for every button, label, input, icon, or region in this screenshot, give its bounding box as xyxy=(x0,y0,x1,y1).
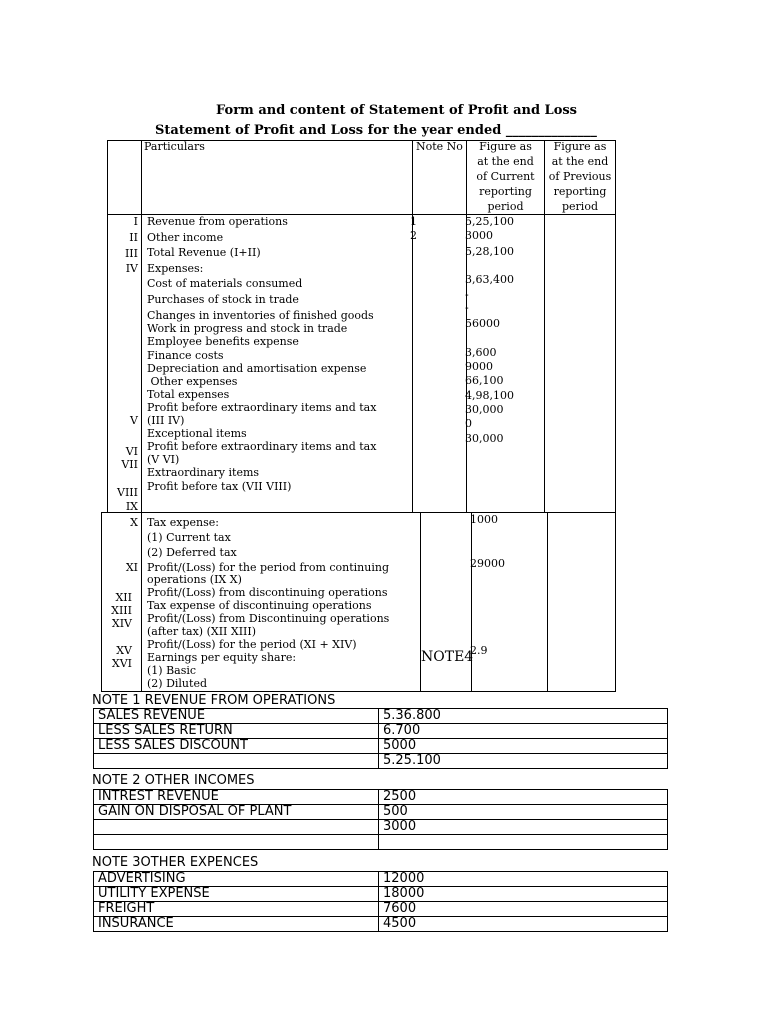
note-ref: 2 xyxy=(410,229,417,242)
table-row xyxy=(94,805,668,820)
amount: 4,98,100 xyxy=(465,389,514,402)
amount: 3,600 xyxy=(465,346,497,359)
note-value: 6.700 xyxy=(379,724,668,739)
roman-numeral: II xyxy=(129,231,138,244)
particular-line: Expenses: xyxy=(147,262,204,275)
table-row xyxy=(94,917,668,932)
note-ref: NOTE4 xyxy=(421,649,474,665)
note-value: 5.25.100 xyxy=(379,754,668,769)
particular-line: (2) Diluted xyxy=(147,677,207,690)
particular-line: Cost of materials consumed xyxy=(147,277,303,290)
roman-numeral: V xyxy=(130,414,138,427)
particular-line: Other expenses xyxy=(147,375,238,388)
particular-line: Total expenses xyxy=(147,388,230,401)
note-value: 5.36.800 xyxy=(379,709,668,724)
note-value xyxy=(379,835,668,850)
roman-numeral: X xyxy=(130,516,138,529)
table-row xyxy=(94,887,668,902)
note-label: FREIGHT xyxy=(94,902,379,917)
note-label: GAIN ON DISPOSAL OF PLANT xyxy=(94,805,379,820)
particular-line: (V VI) xyxy=(147,453,180,466)
roman-numeral: VIII xyxy=(117,486,138,499)
amount: 2.9 xyxy=(470,644,488,657)
roman-numeral: XI xyxy=(125,561,138,574)
amount: 3000 xyxy=(465,229,493,242)
particular-line: Tax expense: xyxy=(147,516,219,529)
roman-numeral: XIII xyxy=(111,604,132,617)
amount: 29000 xyxy=(470,557,505,570)
note-label: ADVERTISING xyxy=(94,872,379,887)
note-value: 5000 xyxy=(379,739,668,754)
amount: 56000 xyxy=(465,317,500,330)
note1-title: NOTE 1 REVENUE FROM OPERATIONS xyxy=(92,693,336,708)
amount: 0 xyxy=(465,417,472,430)
particular-line: operations (IX X) xyxy=(147,573,242,586)
amount: 5,25,100 xyxy=(465,215,514,228)
particular-line: Profit before extraordinary items and tax xyxy=(147,401,377,414)
roman-numeral: III xyxy=(124,247,138,260)
note-value: 18000 xyxy=(379,887,668,902)
note-label: SALES REVENUE xyxy=(94,709,379,724)
particular-line: Profit/(Loss) from discontinuing operations xyxy=(147,586,388,599)
table-row xyxy=(94,872,668,887)
note-label: UTILITY EXPENSE xyxy=(94,887,379,902)
roman-numeral: XV xyxy=(116,644,132,657)
particular-line: Profit before extraordinary items and tax xyxy=(147,440,377,453)
note-value: 12000 xyxy=(379,872,668,887)
note-label: INTREST REVENUE xyxy=(94,790,379,805)
roman-numeral: VI xyxy=(125,445,138,458)
roman-numeral: IV xyxy=(125,262,138,275)
amount: 66,100 xyxy=(465,374,504,387)
note-value: 7600 xyxy=(379,902,668,917)
note1-table xyxy=(93,708,668,769)
particular-line: Total Revenue (I+II) xyxy=(147,246,261,259)
particular-line: Profit before tax (VII VIII) xyxy=(147,480,292,493)
particular-line: (1) Current tax xyxy=(147,531,231,544)
note-value: 3000 xyxy=(379,820,668,835)
amount: 1000 xyxy=(470,513,498,526)
note-label: INSURANCE xyxy=(94,917,379,932)
particular-line: Finance costs xyxy=(147,349,224,362)
note-ref: 1 xyxy=(410,215,417,228)
roman-numeral: VII xyxy=(121,458,138,471)
particular-line: Changes in inventories of finished goods xyxy=(147,309,374,322)
note-label: LESS SALES RETURN xyxy=(94,724,379,739)
statement-heading: Statement of Profit and Loss for the year ended ______________ xyxy=(155,123,597,138)
note3-title: NOTE 3OTHER EXPENCES xyxy=(92,855,259,870)
particular-line: Purchases of stock in trade xyxy=(147,293,299,306)
amount: 9000 xyxy=(465,360,493,373)
amount: 3,63,400 xyxy=(465,273,514,286)
page-title: Form and content of Statement of Profit and Loss xyxy=(216,103,578,118)
particular-line: Other income xyxy=(147,231,224,244)
amount: - xyxy=(465,301,469,314)
note-no-header: Note No xyxy=(416,140,463,153)
note-label: LESS SALES DISCOUNT xyxy=(94,739,379,754)
note3-table xyxy=(93,871,668,932)
particular-line: Earnings per equity share: xyxy=(147,651,297,664)
note-value: 2500 xyxy=(379,790,668,805)
note-label xyxy=(94,820,379,835)
particulars-header: Particulars xyxy=(144,140,205,153)
roman-numeral: IX xyxy=(125,500,138,513)
roman-numeral: I xyxy=(133,215,138,228)
particular-line: (III IV) xyxy=(147,414,185,427)
table-row xyxy=(94,709,668,724)
particular-line: Employee benefits expense xyxy=(147,335,299,348)
table-row xyxy=(94,739,668,754)
particular-line: (after tax) (XII XIII) xyxy=(147,625,257,638)
particular-line: (2) Deferred tax xyxy=(147,546,237,559)
roman-numeral: XVI xyxy=(111,657,132,670)
note2-table xyxy=(93,789,668,850)
particular-line: Extraordinary items xyxy=(147,466,260,479)
previous-period-header: Figure as at the end of Previous reporting period xyxy=(548,140,612,213)
particular-line: (1) Basic xyxy=(147,664,197,677)
note-value: 4500 xyxy=(379,917,668,932)
table-row xyxy=(94,754,668,769)
particular-line: Profit/(Loss) for the period from continuing xyxy=(147,561,389,574)
table-row xyxy=(94,902,668,917)
particular-line: Profit/(Loss) from Discontinuing operations xyxy=(147,612,390,625)
table-row xyxy=(94,835,668,850)
particular-line: Exceptional items xyxy=(147,427,247,440)
particular-line: Profit/(Loss) for the period (XI + XIV) xyxy=(147,638,357,651)
amount: 30,000 xyxy=(465,432,504,445)
table-row xyxy=(94,790,668,805)
particular-line: Tax expense of discontinuing operations xyxy=(147,599,372,612)
note-label xyxy=(94,835,379,850)
roman-numeral: XIV xyxy=(111,617,132,630)
current-period-header: Figure as at the end of Current reporting period xyxy=(476,140,535,213)
amount: - xyxy=(465,288,469,301)
particular-line: Depreciation and amortisation expense xyxy=(147,362,367,375)
amount: 30,000 xyxy=(465,403,504,416)
note-value: 500 xyxy=(379,805,668,820)
note2-title: NOTE 2 OTHER INCOMES xyxy=(92,773,255,788)
amount: 5,28,100 xyxy=(465,245,514,258)
roman-numeral: XII xyxy=(115,591,132,604)
table-row xyxy=(94,724,668,739)
particular-line: Work in progress and stock in trade xyxy=(147,322,348,335)
table-row xyxy=(94,820,668,835)
particular-line: Revenue from operations xyxy=(147,215,288,228)
note-label xyxy=(94,754,379,769)
